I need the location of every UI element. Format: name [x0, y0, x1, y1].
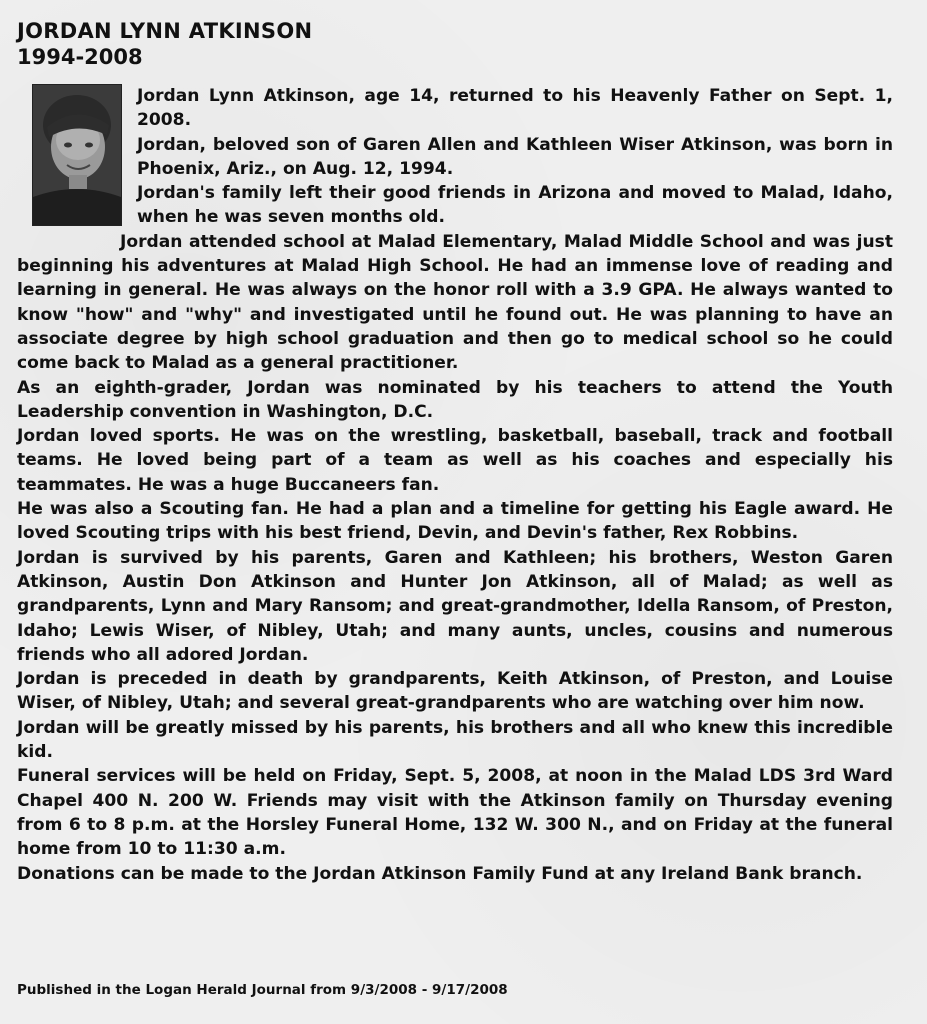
obituary-header	[17, 18, 893, 70]
obituary-paragraph: Jordan loved sports. He was on the wrestling, basketball, baseball, track and football teams. He loved being part of a team as well as his coaches and especially his teammates. He was a huge Buccaneers fan.	[17, 426, 893, 495]
obituary-body	[17, 84, 893, 886]
obituary-paragraph: As an eighth-grader, Jordan was nominated by his teachers to attend the Youth Leadership convention in Washington, D.C.	[17, 377, 893, 422]
obituary-paragraph: Jordan is preceded in death by grandparents, Keith Atkinson, of Preston, and Louise Wiser, of Nibley, Utah; and several great-grandparents who are watching over him now.	[17, 669, 893, 714]
obituary-paragraph: Funeral services will be held on Friday, Sept. 5, 2008, at noon in the Malad LDS 3rd Ward Chapel 400 N. 200 W. Friends may visit with the Atkinson family on Thursday evening from 6 to 8 p.m. at the Horsley Funeral Home, 132 W. 300 N., and on Friday at the funeral home from 10 to 11:30 a.m.	[17, 766, 893, 860]
obituary-paragraph: Jordan, beloved son of Garen Allen and Kathleen Wiser Atkinson, was born in Phoenix, Ariz., on Aug. 12, 1994.	[137, 134, 893, 179]
deceased-name: JORDAN LYNN ATKINSON	[17, 19, 313, 43]
obituary-paragraph: Jordan is survived by his parents, Garen and Kathleen; his brothers, Weston Garen Atkinson, Austin Don Atkinson and Hunter Jon Atkinson, all of Malad; as well as grandparents, Lynn and Mary Ransom; and great-grandmother, Idella Ransom, of Preston, Idaho; Lewis Wiser, of Nibley, Utah; and many aunts, uncles, cousins and numerous friends who all adored Jordan.	[17, 547, 893, 665]
obituary-paragraph: Donations can be made to the Jordan Atkinson Family Fund at any Ireland Bank branch.	[17, 863, 863, 884]
publication-note: Published in the Logan Herald Journal from 9/3/2008 - 9/17/2008	[17, 982, 508, 998]
life-years: 1994-2008	[17, 45, 143, 69]
obituary-paragraph: Jordan's family left their good friends in Arizona and moved to Malad, Idaho, when he was seven months old.	[137, 183, 893, 228]
obituary-paragraph: Jordan will be greatly missed by his parents, his brothers and all who knew this incredible kid.	[17, 717, 893, 763]
obituary-paragraph: He was also a Scouting fan. He had a plan and a timeline for getting his Eagle award. He loved Scouting trips with his best friend, Devin, and Devin's father, Rex Robbins.	[17, 499, 893, 544]
obituary-paragraph: Jordan attended school at Malad Elementary, Malad Middle School and was just beginning his adventures at Malad High School. He had an immense love of reading and learning in general. He was always on the honor roll with a 3.9 GPA. He always wanted to know "how" and "why" and investigated until he found out. He was planning to have an associate degree by high school graduation and then go to medical school so he could come back to Malad as a general practitioner.	[17, 231, 893, 374]
portrait-icon	[33, 85, 121, 225]
portrait-photo	[32, 84, 122, 226]
obituary-paragraph: Jordan Lynn Atkinson, age 14, returned to his Heavenly Father on Sept. 1, 2008.	[137, 86, 893, 131]
